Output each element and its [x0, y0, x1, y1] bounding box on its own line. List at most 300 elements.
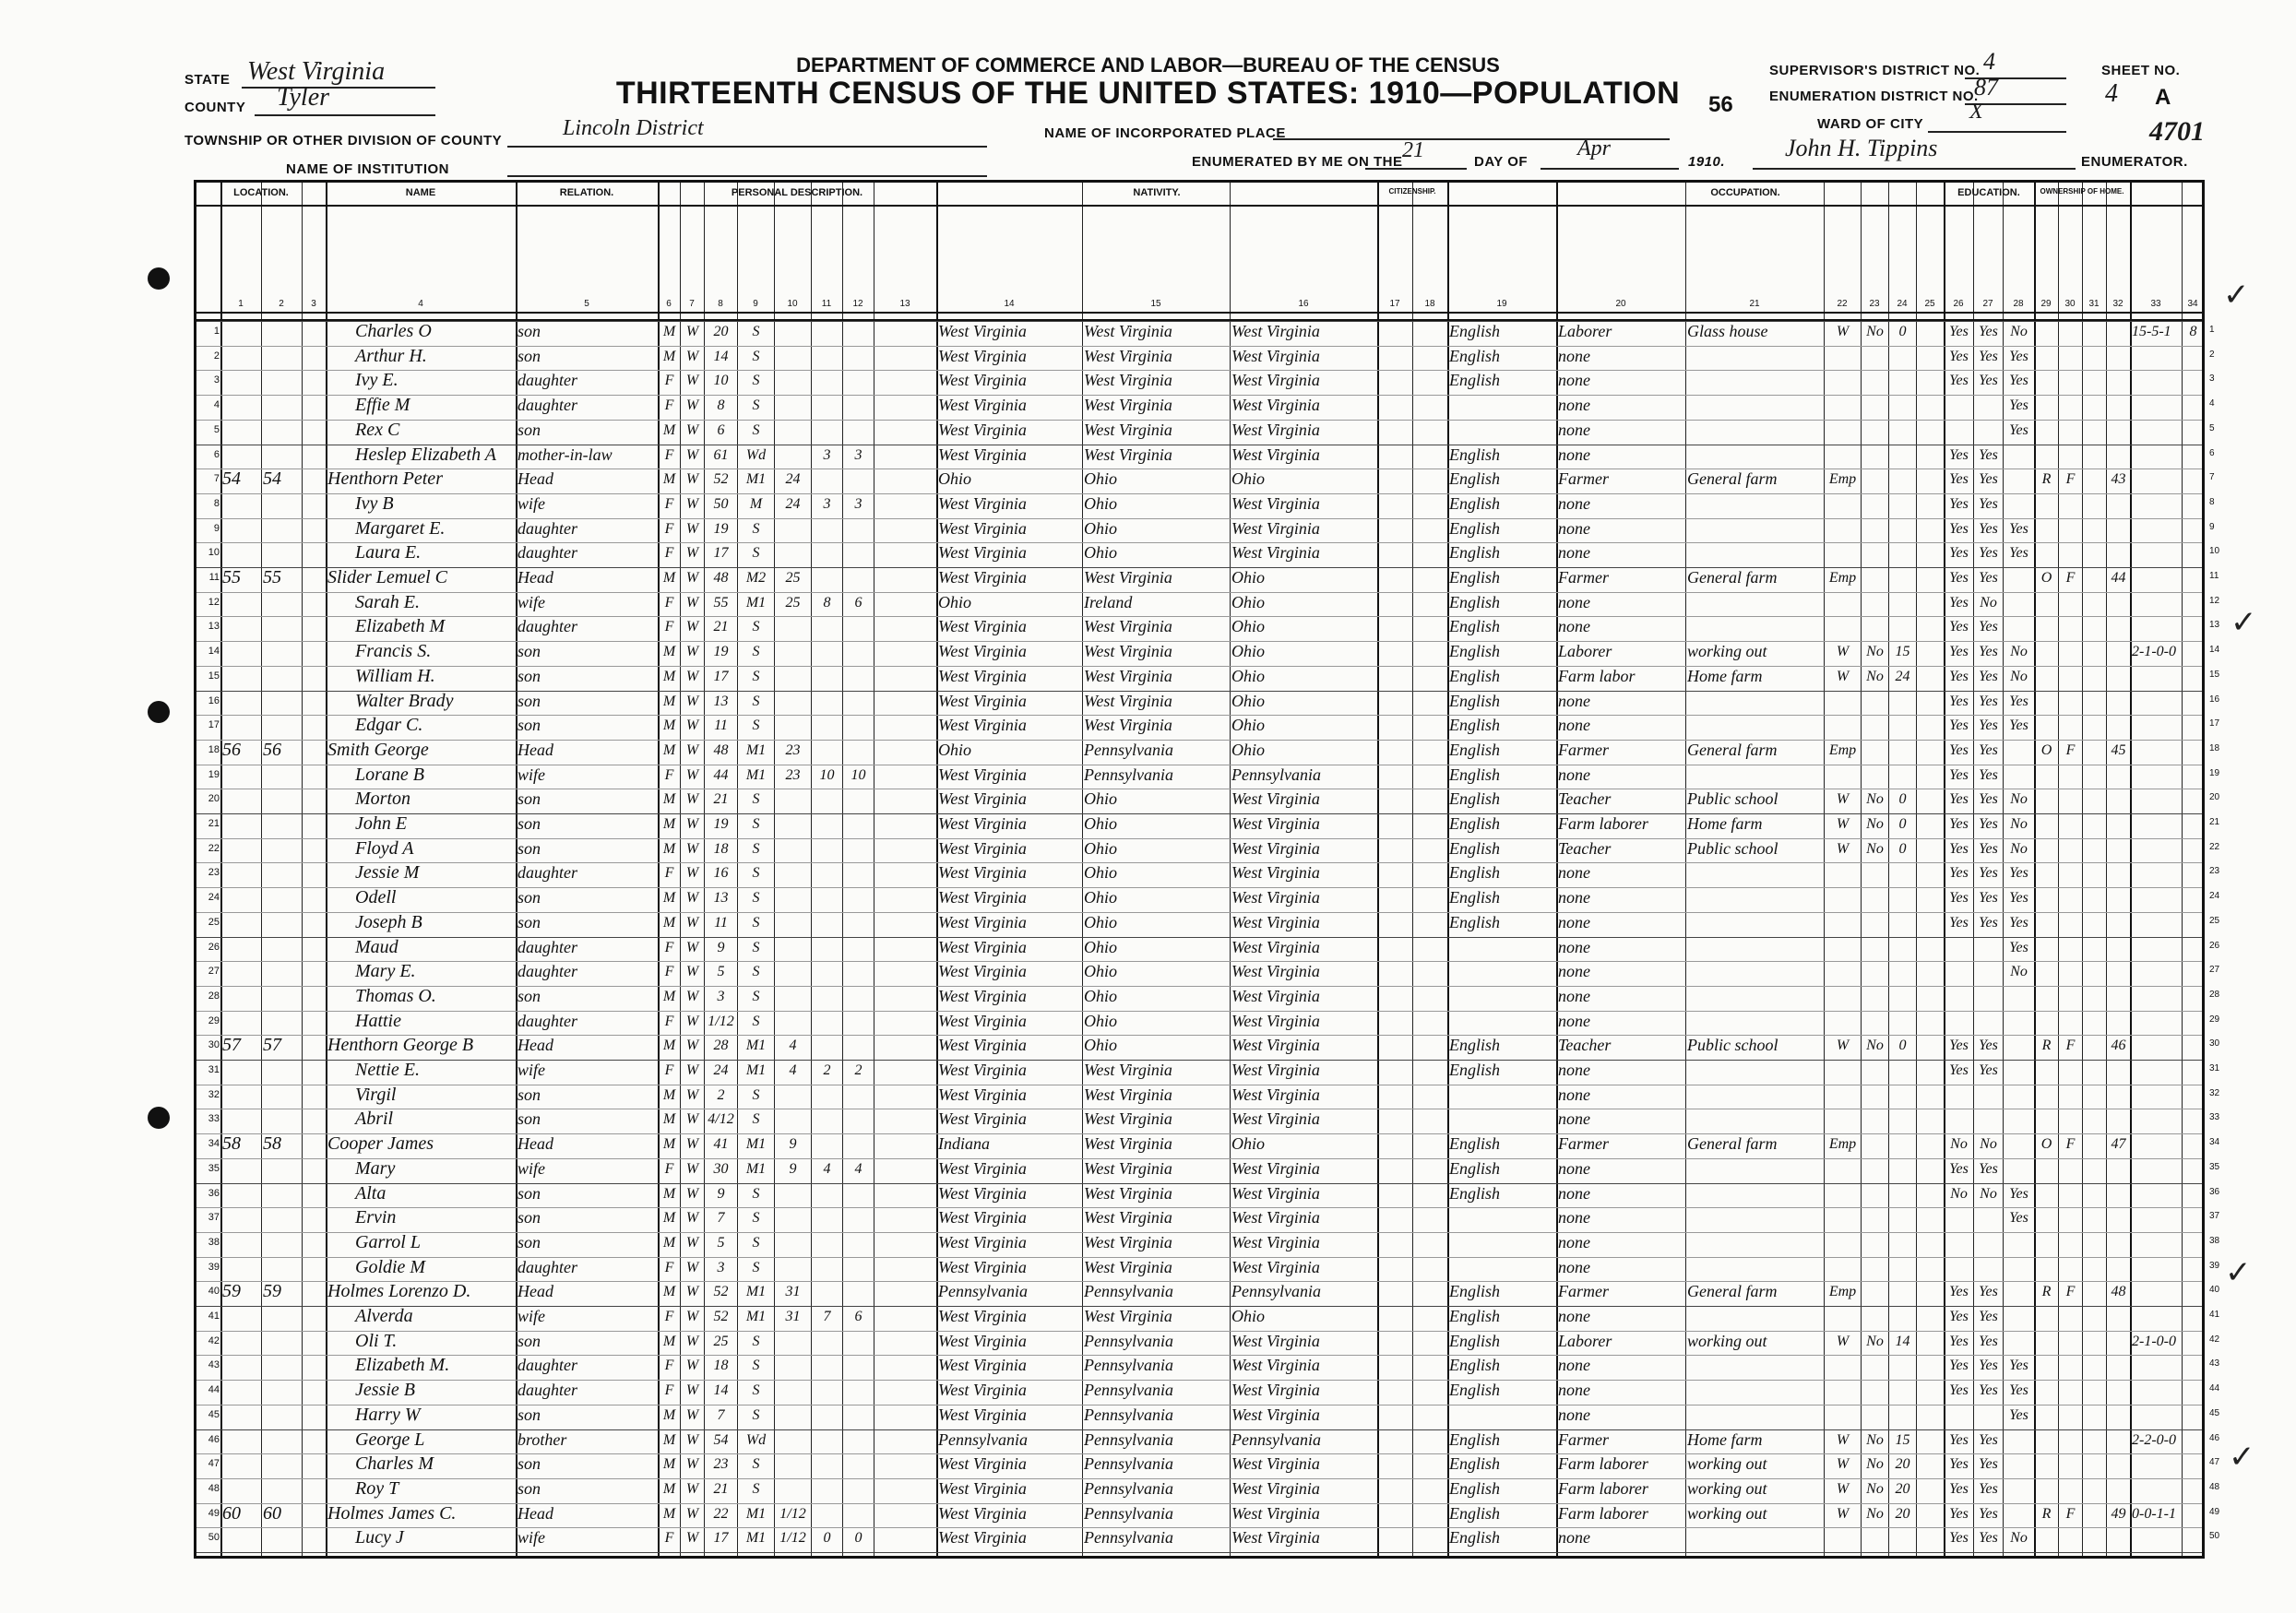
cell-fam	[263, 1107, 301, 1132]
cell-fm	[2060, 812, 2081, 836]
cell-sch	[2132, 1132, 2181, 1156]
cell-yrs	[776, 1428, 810, 1453]
cell-oow	[1862, 418, 1887, 443]
cell-trade: none	[1558, 518, 1590, 538]
cell-lang	[1449, 393, 1555, 418]
cell-bpm: West Virginia	[1231, 1405, 1320, 1424]
cell-dw	[222, 1403, 260, 1428]
cell-ms: M1	[745, 1505, 767, 1522]
cell-farm	[2108, 418, 2129, 443]
cell-fm	[2060, 443, 2081, 468]
cell-ind	[1687, 885, 1823, 910]
cell-wks: 0	[1898, 791, 1907, 808]
cell-oow	[1862, 614, 1887, 639]
cell-read	[1945, 1083, 1972, 1108]
cell-own	[2036, 860, 2057, 885]
cell-bpm: Pennsylvania	[1231, 765, 1321, 784]
column-divider	[811, 183, 812, 1556]
cell-race: W	[685, 1309, 699, 1324]
cell-sch	[2132, 1304, 2181, 1329]
cell-ms: S	[752, 914, 760, 931]
cell-lang: English	[1449, 1307, 1501, 1325]
cell-bpf: Pennsylvania	[1084, 1356, 1173, 1375]
cell-farm	[2108, 1403, 2129, 1428]
cell-trade: none	[1558, 1085, 1590, 1104]
cell-x	[2183, 639, 2203, 664]
cell-ind: General farm	[1687, 1134, 1778, 1154]
cell-race: W	[685, 791, 699, 808]
cell-line: 15	[208, 670, 220, 682]
cell-fm	[2060, 1353, 2081, 1378]
cell-sex: F	[664, 1062, 674, 1078]
right-line-number: 12	[2209, 595, 2220, 606]
cell-fam	[263, 664, 301, 689]
cell-wks	[1890, 1205, 1915, 1230]
right-line-number: 6	[2209, 447, 2215, 458]
cell-name: Morton	[355, 789, 410, 810]
cell-write: Yes	[1979, 373, 1998, 389]
cell-name: Charles O	[355, 321, 432, 341]
cell-sch	[2132, 1230, 2181, 1255]
cell-liv	[844, 836, 873, 861]
cell-liv	[844, 1403, 873, 1428]
cell-race: W	[685, 1284, 699, 1300]
cell-own: R	[2041, 1505, 2052, 1522]
cell-school	[2005, 1329, 2033, 1354]
cell-race: W	[685, 1160, 699, 1177]
cell-fm: F	[2065, 1038, 2076, 1054]
cell-line: 34	[208, 1138, 220, 1150]
cell-read: Yes	[1949, 890, 1969, 907]
cell-emp: Emp	[1828, 1136, 1857, 1153]
cell-lang: English	[1449, 518, 1501, 538]
cell-dw	[222, 812, 260, 836]
cell-race: W	[685, 373, 699, 389]
cell-fam	[263, 393, 301, 418]
cell-yrs: 31	[785, 1284, 801, 1300]
cell-fm	[2060, 319, 2081, 344]
cell-rel: daughter	[517, 937, 577, 956]
cell-line: 28	[208, 990, 220, 1002]
cell-trade: none	[1558, 986, 1590, 1005]
cell-dw	[222, 639, 260, 664]
cell-sex: M	[662, 816, 676, 832]
cell-sch	[2132, 664, 2181, 689]
cell-fam	[263, 984, 301, 1009]
cell-name: Sarah E.	[355, 591, 420, 612]
cell-name: Jessie M	[355, 862, 420, 884]
cell-name: Holmes James C.	[327, 1502, 457, 1524]
cell-read: Yes	[1949, 446, 1969, 463]
cell-sch: 2-2-0-0	[2132, 1431, 2176, 1448]
cell-x	[2183, 664, 2203, 689]
cell-age: 25	[713, 1333, 729, 1349]
cell-emp	[1826, 368, 1860, 393]
cell-fam	[263, 1304, 301, 1329]
cell-trade: none	[1558, 543, 1590, 563]
cell-yrs	[776, 689, 810, 714]
cell-name: Roy T	[355, 1477, 399, 1499]
cell-name: Laura E.	[355, 542, 422, 563]
cell-write: Yes	[1979, 619, 1998, 635]
cell-line: 13	[208, 621, 220, 633]
cell-sch	[2132, 1477, 2181, 1501]
cell-own	[2036, 763, 2057, 788]
cell-x	[2183, 959, 2203, 984]
cell-born: 2	[823, 1062, 831, 1078]
cell-oow	[1862, 885, 1887, 910]
cell-bpf: West Virginia	[1084, 666, 1172, 685]
cell-race: W	[685, 1480, 699, 1497]
cell-sch	[2132, 1083, 2181, 1108]
cell-school: No	[2010, 668, 2028, 684]
cell-line: 11	[208, 572, 220, 583]
cell-ind	[1687, 860, 1823, 885]
cell-lang	[1449, 1009, 1555, 1034]
cell-bp: West Virginia	[938, 1405, 1027, 1424]
cell-bp: West Virginia	[938, 863, 1027, 883]
cell-born	[813, 836, 841, 861]
cell-trade: Farmer	[1558, 469, 1609, 489]
cell-race: W	[685, 840, 699, 857]
cell-dw	[222, 1181, 260, 1206]
cell-fm	[2060, 763, 2081, 788]
cell-ind	[1687, 935, 1823, 960]
cell-farm	[2108, 763, 2129, 788]
cell-age: 7	[717, 1210, 725, 1227]
cell-trade: none	[1558, 1061, 1590, 1079]
cell-fam	[263, 860, 301, 885]
cell-ind	[1687, 1107, 1823, 1132]
cell-x	[2183, 418, 2203, 443]
column-divider	[680, 183, 681, 1556]
cell-write: Yes	[1979, 1431, 1998, 1448]
right-line-number: 14	[2209, 645, 2220, 656]
cell-bpf: Ohio	[1084, 814, 1117, 833]
cell-read: Yes	[1949, 1309, 1969, 1324]
cell-rel: Head	[517, 1036, 553, 1055]
cell-lang: English	[1449, 445, 1501, 464]
cell-line: 39	[208, 1261, 220, 1273]
cell-fm	[2060, 787, 2081, 812]
cell-fam	[263, 492, 301, 516]
right-line-number: 26	[2209, 940, 2220, 951]
cell-born	[813, 1428, 841, 1453]
cell-farm	[2108, 1525, 2129, 1550]
cell-own	[2036, 1058, 2057, 1083]
cell-born	[813, 565, 841, 590]
cell-oow	[1862, 1058, 1887, 1083]
cell-write	[1975, 984, 2002, 1009]
cell-dw: 60	[222, 1502, 241, 1524]
column-divider	[1082, 183, 1083, 1556]
cell-sch	[2132, 689, 2181, 714]
cell-x	[2183, 443, 2203, 468]
cell-name: Odell	[355, 887, 397, 908]
relation-group-header: RELATION.	[559, 187, 614, 198]
cell-emp	[1826, 1230, 1860, 1255]
cell-age: 61	[713, 446, 729, 463]
cell-read: Yes	[1949, 594, 1969, 611]
cell-trade: Teacher	[1558, 1036, 1612, 1055]
cell-fm	[2060, 418, 2081, 443]
cell-bp: Ohio	[938, 592, 971, 611]
cell-wks	[1890, 1279, 1915, 1304]
cell-line: 47	[208, 1458, 220, 1470]
cell-wks	[1890, 540, 1915, 565]
cell-race: W	[685, 741, 699, 758]
cell-line: 6	[213, 448, 220, 460]
cell-school: No	[2010, 816, 2028, 832]
right-line-number: 33	[2209, 1112, 2220, 1123]
cell-line: 12	[208, 596, 220, 608]
occupation-group-header: OCCUPATION.	[1710, 187, 1780, 198]
cell-dw	[222, 1205, 260, 1230]
cell-trade: Farm laborer	[1558, 1478, 1648, 1498]
cell-lang: English	[1449, 371, 1501, 390]
cell-fm	[2060, 1205, 2081, 1230]
cell-race: W	[685, 1259, 699, 1275]
cell-emp: Emp	[1828, 471, 1857, 488]
cell-sch	[2132, 418, 2181, 443]
cell-line: 41	[208, 1311, 220, 1322]
cell-fam: 56	[263, 739, 281, 760]
cell-bpf: Ohio	[1084, 1036, 1117, 1055]
cell-ms: S	[752, 791, 760, 808]
cell-fm	[2060, 713, 2081, 738]
cell-school	[2005, 1033, 2033, 1058]
cell-sex: M	[662, 324, 676, 339]
cell-lang: English	[1449, 617, 1501, 636]
cell-born	[813, 1279, 841, 1304]
cell-bpm: West Virginia	[1231, 814, 1320, 833]
cell-x	[2183, 1107, 2203, 1132]
cell-age: 52	[713, 471, 729, 488]
cell-line: 31	[208, 1064, 220, 1075]
cell-wks	[1890, 689, 1915, 714]
cell-read: Yes	[1949, 619, 1969, 635]
cell-lang: English	[1449, 691, 1501, 710]
cell-school: No	[2010, 791, 2028, 808]
cell-school	[2005, 1156, 2033, 1181]
cell-wks: 14	[1895, 1333, 1910, 1349]
column-divider	[2003, 183, 2004, 1556]
cell-lang: English	[1449, 789, 1501, 809]
cell-read	[1945, 984, 1972, 1009]
cell-lang: English	[1449, 1036, 1501, 1055]
cell-farm	[2108, 1230, 2129, 1255]
cell-oow	[1862, 860, 1887, 885]
cell-school: Yes	[2009, 865, 2028, 882]
cell-ms: S	[752, 545, 760, 562]
cell-school: Yes	[2009, 348, 2028, 364]
cell-liv	[844, 319, 873, 344]
cell-line: 43	[208, 1359, 220, 1371]
cell-liv	[844, 689, 873, 714]
cell-bpf: West Virginia	[1084, 1085, 1172, 1104]
cell-age: 22	[713, 1505, 729, 1522]
cell-bp: West Virginia	[938, 1085, 1027, 1104]
cell-born	[813, 1033, 841, 1058]
cell-ind	[1687, 984, 1823, 1009]
cell-write: Yes	[1979, 495, 1998, 512]
cell-bpf: West Virginia	[1084, 617, 1172, 636]
cell-liv	[844, 418, 873, 443]
cell-wks	[1890, 1353, 1915, 1378]
cell-sch	[2132, 935, 2181, 960]
cell-ind: working out	[1687, 1454, 1767, 1474]
cell-fm	[2060, 689, 2081, 714]
right-line-number: 43	[2209, 1358, 2220, 1370]
cell-age: 48	[713, 741, 729, 758]
cell-emp	[1826, 1205, 1860, 1230]
cell-age: 10	[713, 373, 729, 389]
cell-school	[2005, 763, 2033, 788]
cell-fm	[2060, 540, 2081, 565]
cell-bpf: West Virginia	[1084, 568, 1172, 587]
cell-trade: none	[1558, 420, 1590, 439]
cell-fam	[263, 812, 301, 836]
cell-sex: M	[662, 1234, 676, 1251]
cell-read	[1945, 1009, 1972, 1034]
cell-lang: English	[1449, 1528, 1501, 1548]
cell-farm	[2108, 713, 2129, 738]
cell-sch	[2132, 1181, 2181, 1206]
cell-trade: none	[1558, 592, 1590, 611]
cell-bpf: Ohio	[1084, 912, 1117, 931]
cell-lang	[1449, 959, 1555, 984]
cell-own	[2036, 1403, 2057, 1428]
cell-line: 36	[208, 1187, 220, 1199]
cell-dw	[222, 763, 260, 788]
cell-bpm: West Virginia	[1231, 1061, 1320, 1079]
cell-fam	[263, 885, 301, 910]
cell-bp: West Virginia	[938, 322, 1027, 340]
cell-fam: 57	[263, 1035, 281, 1056]
cell-line: 17	[208, 719, 220, 731]
cell-emp: W	[1836, 840, 1850, 857]
cell-farm: 49	[2111, 1505, 2126, 1522]
cell-yrs	[776, 1452, 810, 1477]
cell-oow	[1862, 344, 1887, 369]
cell-race: W	[685, 520, 699, 537]
cell-sex: M	[662, 1480, 676, 1497]
column-number: 4	[418, 299, 423, 309]
cell-read: Yes	[1949, 1038, 1969, 1054]
cell-sex: M	[662, 570, 676, 586]
cell-oow	[1862, 393, 1887, 418]
cell-school	[2005, 565, 2033, 590]
cell-dw	[222, 1329, 260, 1354]
cell-trade: Farmer	[1558, 1134, 1609, 1154]
punch-hole	[148, 701, 170, 723]
cell-x	[2183, 1501, 2203, 1526]
cell-ind	[1687, 713, 1823, 738]
cell-bpf: Ireland	[1084, 592, 1133, 611]
cell-sch	[2132, 540, 2181, 565]
cell-bp: Pennsylvania	[938, 1282, 1028, 1301]
cell-liv	[844, 787, 873, 812]
cell-bpm: West Virginia	[1231, 888, 1320, 907]
cell-bpm: West Virginia	[1231, 863, 1320, 883]
cell-name: Ivy B	[355, 492, 394, 514]
cell-ms: S	[752, 373, 760, 389]
right-line-number: 15	[2209, 669, 2220, 680]
cell-wks	[1890, 1009, 1915, 1034]
cell-farm	[2108, 540, 2129, 565]
cell-born	[813, 393, 841, 418]
cell-sch	[2132, 393, 2181, 418]
cell-age: 17	[713, 545, 729, 562]
cell-write: Yes	[1979, 890, 1998, 907]
cell-bpm: West Virginia	[1231, 937, 1320, 956]
cell-fm	[2060, 1181, 2081, 1206]
cell-bpm: West Virginia	[1231, 420, 1320, 439]
cell-liv: 10	[851, 766, 866, 783]
cell-bpf: Ohio	[1084, 789, 1117, 809]
cell-name: Maud	[355, 936, 399, 957]
cell-read	[1945, 1205, 1972, 1230]
cell-bpf: Pennsylvania	[1084, 1381, 1173, 1400]
cell-rel: son	[517, 838, 541, 858]
cell-emp	[1826, 910, 1860, 935]
cell-age: 18	[713, 1358, 729, 1374]
cell-bp: West Virginia	[938, 445, 1027, 464]
cell-wks	[1890, 860, 1915, 885]
cell-ind: working out	[1687, 1478, 1767, 1498]
cell-fam	[263, 1255, 301, 1280]
cell-yrs	[776, 1230, 810, 1255]
cell-ms: S	[752, 816, 760, 832]
cell-own	[2036, 1525, 2057, 1550]
cell-line: 5	[213, 423, 220, 435]
cell-bpm: Ohio	[1231, 740, 1265, 759]
cell-oow	[1862, 1181, 1887, 1206]
cell-race: W	[685, 1456, 699, 1473]
cell-bpf: Ohio	[1084, 469, 1117, 489]
cell-dw	[222, 689, 260, 714]
cell-fm	[2060, 1083, 2081, 1108]
cell-age: 23	[713, 1456, 729, 1473]
cell-own: O	[2040, 1136, 2052, 1153]
cell-school: Yes	[2009, 939, 2028, 955]
cell-yrs	[776, 1353, 810, 1378]
cell-farm: 48	[2111, 1284, 2126, 1300]
cell-x	[2183, 689, 2203, 714]
cell-lang	[1449, 418, 1555, 443]
cell-rel: son	[517, 1085, 541, 1104]
cell-race: W	[685, 421, 699, 438]
cell-name: John E	[355, 813, 408, 834]
cell-sch	[2132, 1205, 2181, 1230]
punch-hole	[148, 1107, 170, 1129]
cell-own	[2036, 713, 2057, 738]
cell-yrs	[776, 787, 810, 812]
cell-lang: English	[1449, 1061, 1501, 1079]
cell-lang: English	[1449, 1503, 1501, 1523]
cell-own	[2036, 935, 2057, 960]
cell-oow	[1862, 540, 1887, 565]
cell-school: Yes	[2009, 1185, 2028, 1202]
cell-wks: 15	[1895, 1431, 1910, 1448]
cell-liv	[844, 1009, 873, 1034]
cell-sch	[2132, 1378, 2181, 1403]
cell-sex: M	[662, 421, 676, 438]
right-line-number: 39	[2209, 1260, 2220, 1271]
cell-farm	[2108, 1452, 2129, 1477]
right-line-number: 8	[2209, 496, 2215, 507]
cell-lang: English	[1449, 888, 1501, 907]
